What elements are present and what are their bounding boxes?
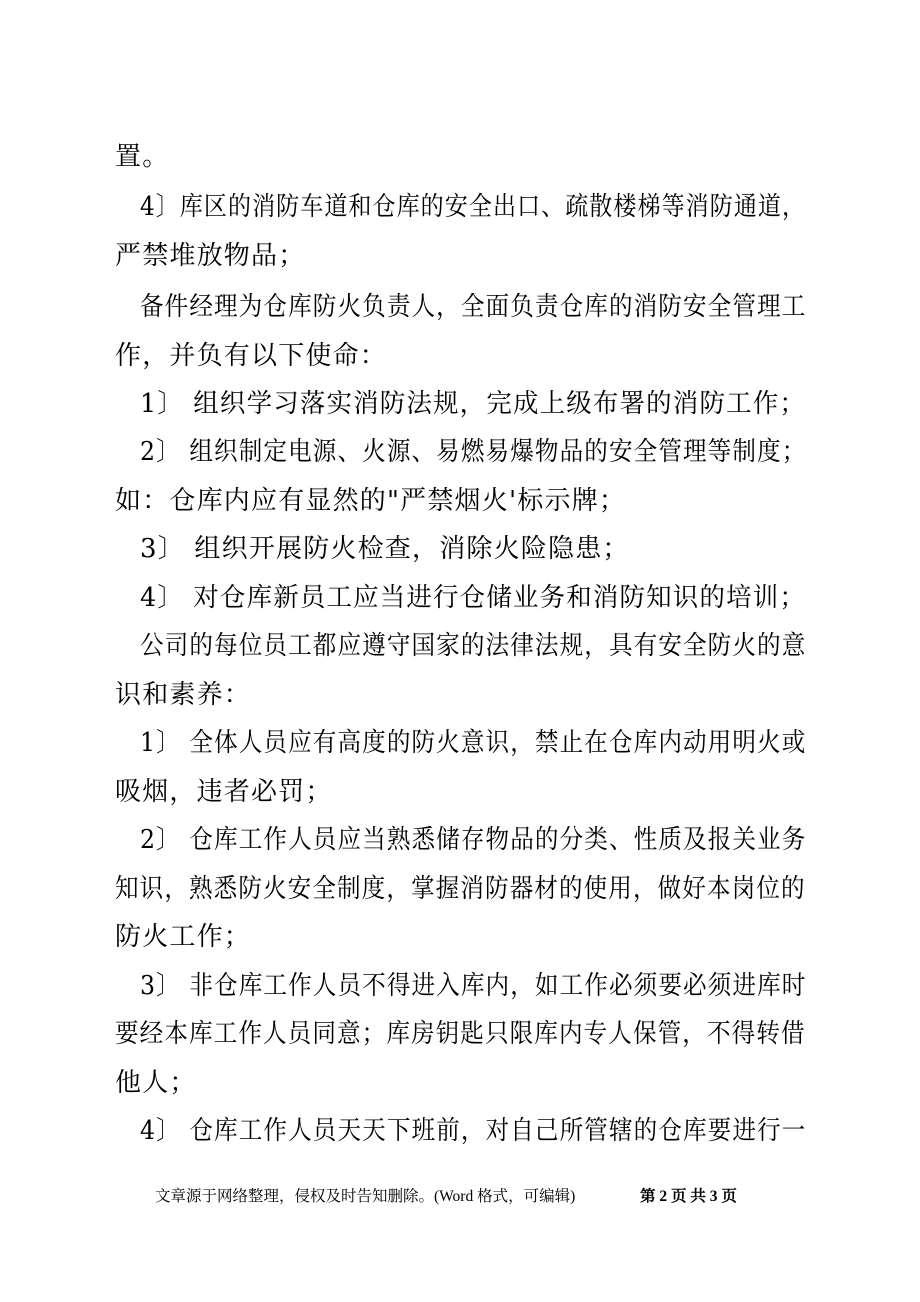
text-line: 严禁堆放物品； — [115, 241, 306, 271]
text-line: 知识，熟悉防火安全制度，掌握消防器材的使用，做好本岗位的 — [115, 874, 806, 904]
text-line: 置。 — [115, 142, 170, 172]
text-line: 识和素养： — [115, 680, 252, 710]
text-line: 作，并负有以下使命： — [115, 341, 388, 371]
text-line: 公司的每位员工都应遵守国家的法律法规，具有安全防火的意 — [140, 631, 807, 661]
footer-source-note: 文章源于网络整理，侵权及时告知删除。(Word 格式，可编辑) — [155, 1188, 576, 1205]
text-line: 2〕 仓库工作人员应当熟悉储存物品的分类、性质及报关业务 — [140, 825, 807, 855]
text-line: 4〕库区的消防车道和仓库的安全出口、疏散楼梯等消防通道， — [140, 192, 807, 222]
text-line: 3〕 组织开展防火检查，消除火险隐患； — [140, 534, 630, 564]
text-line: 备件经理为仓库防火负责人，全面负责仓库的消防安全管理工 — [140, 292, 807, 322]
footer-page-number: 第 2 页 共 3 页 — [640, 1188, 737, 1205]
text-line: 2〕 组织制定电源、火源、易燃易爆物品的安全管理等制度； — [140, 437, 807, 467]
text-line: 他人； — [115, 1068, 197, 1098]
text-line: 4〕 仓库工作人员天天下班前，对自己所管辖的仓库要进行一 — [140, 1116, 807, 1146]
text-line: 4〕 对仓库新员工应当进行仓储业务和消防知识的培训； — [140, 583, 807, 613]
text-line: 如：仓库内应有显然的"严禁烟火'标示牌； — [115, 486, 627, 516]
text-line: 防火工作； — [115, 922, 252, 952]
text-line: 要经本库工作人员同意；库房钥匙只限库内专人保管，不得转借 — [115, 1019, 806, 1049]
text-line: 1〕 全体人员应有高度的防火意识，禁止在仓库内动用明火或 — [140, 728, 807, 758]
text-line: 吸烟，违者必罚； — [115, 777, 333, 807]
text-line: 3〕 非仓库工作人员不得进入库内，如工作必须要必须进库时 — [140, 971, 807, 1001]
text-line: 1〕 组织学习落实消防法规，完成上级布署的消防工作； — [140, 389, 807, 419]
page-footer — [0, 1185, 920, 1209]
